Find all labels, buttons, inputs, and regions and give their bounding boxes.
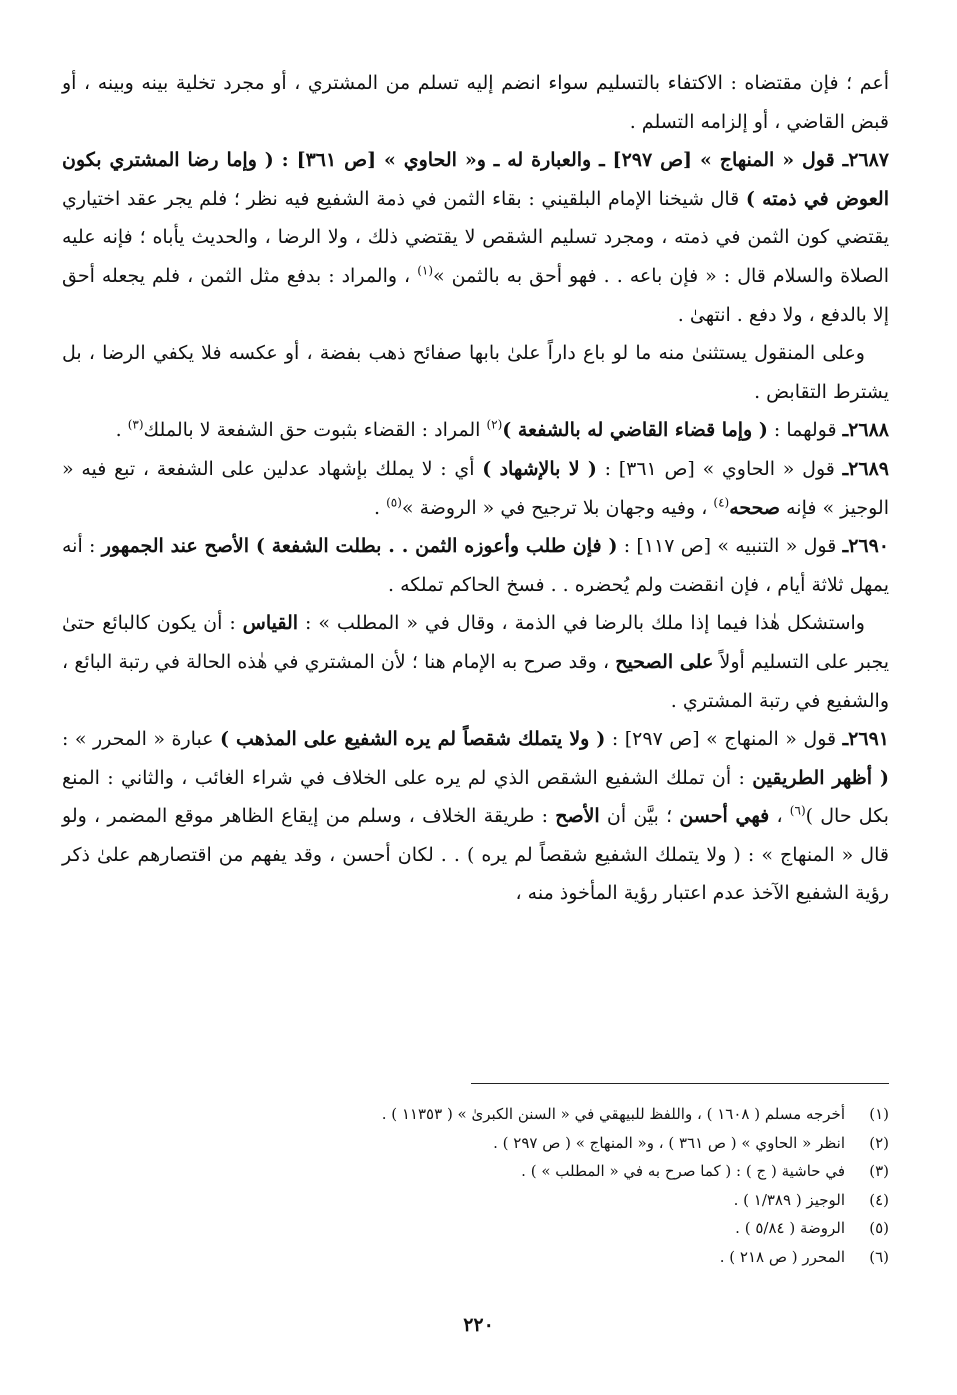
footnote-text: الروضة ( ٥/٨٤ ) .	[735, 1219, 845, 1238]
paragraph	[62, 334, 889, 411]
text-segment: .	[374, 496, 387, 519]
text-segment: عبارة « المحرر » :	[62, 728, 221, 751]
text-segment: : أن تملك الشفيع الشقص الذي لم يره على الخلاف في شراء الغائب ، والثاني : المنع بكل حال )	[62, 766, 889, 828]
bold-text: فهي أحسن	[679, 805, 770, 828]
bold-text: القياس	[242, 612, 299, 635]
footnote-text: انظر « الحاوي » ( ص ٣٦١ ) ، و« المنهاج » ( ص ٢٩٧ ) .	[493, 1133, 845, 1152]
bold-text: ٢٦٨٨ـ	[842, 419, 889, 442]
text-segment: قول « الحاوي » [ص ٣٦١] :	[596, 457, 843, 480]
footnotes-list	[120, 1100, 889, 1272]
paragraph	[62, 64, 889, 141]
footnote-text: الوجيز ( ١/٣٨٩ ) .	[733, 1190, 845, 1209]
text-segment: : أنه يمهل ثلاثة أيام ، فإن انقضت ولم يُحضره . . فسخ الحاكم تملكه .	[62, 535, 889, 596]
text-segment: قول « المنهاج » [ص ٢٩٧] :	[605, 728, 843, 751]
footnote-ref: (٢)	[486, 418, 503, 433]
footnote-text: أخرجه مسلم ( ١٦٠٨ ) ، واللفظ للبيهقي في « السنن الكبرىٰ » ( ١١٣٥٣ ) .	[381, 1105, 845, 1123]
footnote-text: المحرر ( ص ٢١٨ ) .	[719, 1247, 845, 1266]
footnote	[120, 1100, 889, 1129]
text-segment: ، وقد صرح به الإمام هنا ؛ لأن المشتري في هٰذه الحالة في رتبة البائع ، والشفيع في رتبة المشتري .	[62, 650, 889, 712]
footnote	[120, 1243, 889, 1272]
text-segment: قول « التنبيه » [ص ١١٧] :	[617, 535, 843, 558]
text-segment: قولهما :	[767, 419, 843, 442]
bold-text: ( وإما رضا المشتري بكون العوض في ذمته )	[62, 149, 889, 210]
footnote-ref: (١)	[417, 263, 434, 278]
text-segment: أعم ؛ فإن مقتضاه : الاكتفاء بالتسليم سواء انضم إليه تسلم من المشتري ، أو مجرد تخلية بينه وبينه ، أو قبض القاضي ، أو إلزامه التسلم .	[62, 72, 889, 133]
bold-text: على الصحيح	[615, 650, 714, 673]
text-segment: ، وفيه وجهان بلا ترجيح في « الروضة »	[401, 496, 714, 519]
paragraph	[62, 450, 889, 527]
bold-text: الأصح	[555, 805, 600, 828]
text-segment: المراد : القضاء بثبوت حق الشفعة لا بالملك	[143, 419, 487, 442]
footnote-ref: (٣)	[127, 418, 144, 433]
footnote	[120, 1129, 889, 1158]
text-segment: .	[115, 419, 128, 442]
text-segment: أي : لا يملك بإشهاد عدلين على الشفعة ، تبع فيه « الوجيز » فإنه	[62, 457, 889, 519]
footnote-number: (٤)	[869, 1190, 889, 1209]
footnote-ref: (٥)	[386, 495, 402, 510]
bold-text: ( فإن طلب وأعوزه الثمن . . بطلت الشفعة ) الأصح عند الجمهور	[101, 535, 618, 558]
footnote-separator	[471, 1083, 889, 1084]
footnote	[120, 1214, 889, 1243]
footnote-number: (٥)	[869, 1219, 889, 1238]
page-number: ٢٢٠	[463, 1314, 494, 1336]
bold-text: ( وإما قضاء القاضي له بالشفعة )	[502, 419, 768, 442]
text-segment: ، والمراد : بدفع مثل الثمن ، فلم يجعله أحق إلا بالدفع ، ولا دفع . انتهىٰ .	[62, 264, 889, 326]
footnote-ref: (٦)	[789, 803, 806, 818]
footnote-number: (٦)	[869, 1247, 889, 1266]
bold-text: ٢٦٨٧ـ قول « المنهاج » [ص ٢٩٧] ـ والعبارة له ـ و« الحاوي » [ص ٣٦١] :	[273, 149, 890, 172]
text-segment: واستشكل هٰذا فيما إذا ملك بالرضا في الذمة ، وقال في « المطلب » :	[298, 612, 865, 635]
bold-text: ٢٦٨٩ـ	[842, 457, 889, 480]
text-segment: : أن يكون كالبائع حتىٰ يجبر على التسليم أولاً	[62, 612, 889, 673]
footnote-text: في حاشية ( ج ) : ( كما صرح به في « المطلب » ) .	[521, 1162, 845, 1181]
footnote-number: (١)	[869, 1105, 889, 1123]
paragraph	[62, 604, 889, 720]
paragraph	[62, 411, 889, 450]
footnote	[120, 1186, 889, 1215]
bold-text: ٢٦٩٠ـ	[842, 535, 890, 558]
footnote	[120, 1157, 889, 1186]
text-segment: قال شيخنا الإمام البلقيني : بقاء الثمن في ذمة الشفيع فيه نظر ؛ فلم يجر عقد اختياري يقتضي كون الثمن في ذمته ، ومجرد تسليم الشقص لا يقتضي ذلك ، ولا الرضا ، والحديث يأباه ؛ فإنه عليه الصلاة والسلام قال : « فإن باعه . . فهو أحق به بالثمن »	[62, 187, 889, 287]
main-text-body	[62, 64, 889, 913]
footnote-ref: (٤)	[713, 495, 730, 510]
bold-text: صححه	[729, 496, 781, 519]
text-segment: : طريقة الخلاف ، وسلم من إيقاع الظاهر موقع المضمر ، ولو قال « المنهاج » : ( ولا يتملك الشفيع شقصاً لم يره ) . . لكان أحسن ، وقد يفهم من اقتصارهم علىٰ ذكر رؤية الشفيع الآخذ عدم اعتبار رؤية المأخوذ منه ،	[62, 805, 889, 905]
bold-text: ٢٦٩١ـ	[842, 728, 889, 751]
paragraph	[62, 141, 889, 334]
bold-text: ( ولا يتملك شقصاً لم يره الشفيع على المذهب )	[220, 728, 606, 751]
text-segment: ؛ بيَّن أن	[599, 805, 680, 828]
bold-text: ( لا بالإشهاد )	[482, 457, 597, 480]
text-segment: وعلى المنقول يستثنىٰ منه ما لو باع داراً علىٰ بابها صفائح ذهب بفضة ، أو عكسه فلا يكفي الرضا ، بل يشترط التقابض .	[62, 342, 889, 403]
footnote-number: (٣)	[869, 1162, 889, 1181]
paragraph	[62, 527, 889, 604]
paragraph	[62, 720, 889, 913]
footnote-number: (٢)	[869, 1133, 889, 1152]
text-segment: ،	[769, 805, 790, 828]
bold-text: ( أظهر الطريقين	[752, 766, 889, 789]
